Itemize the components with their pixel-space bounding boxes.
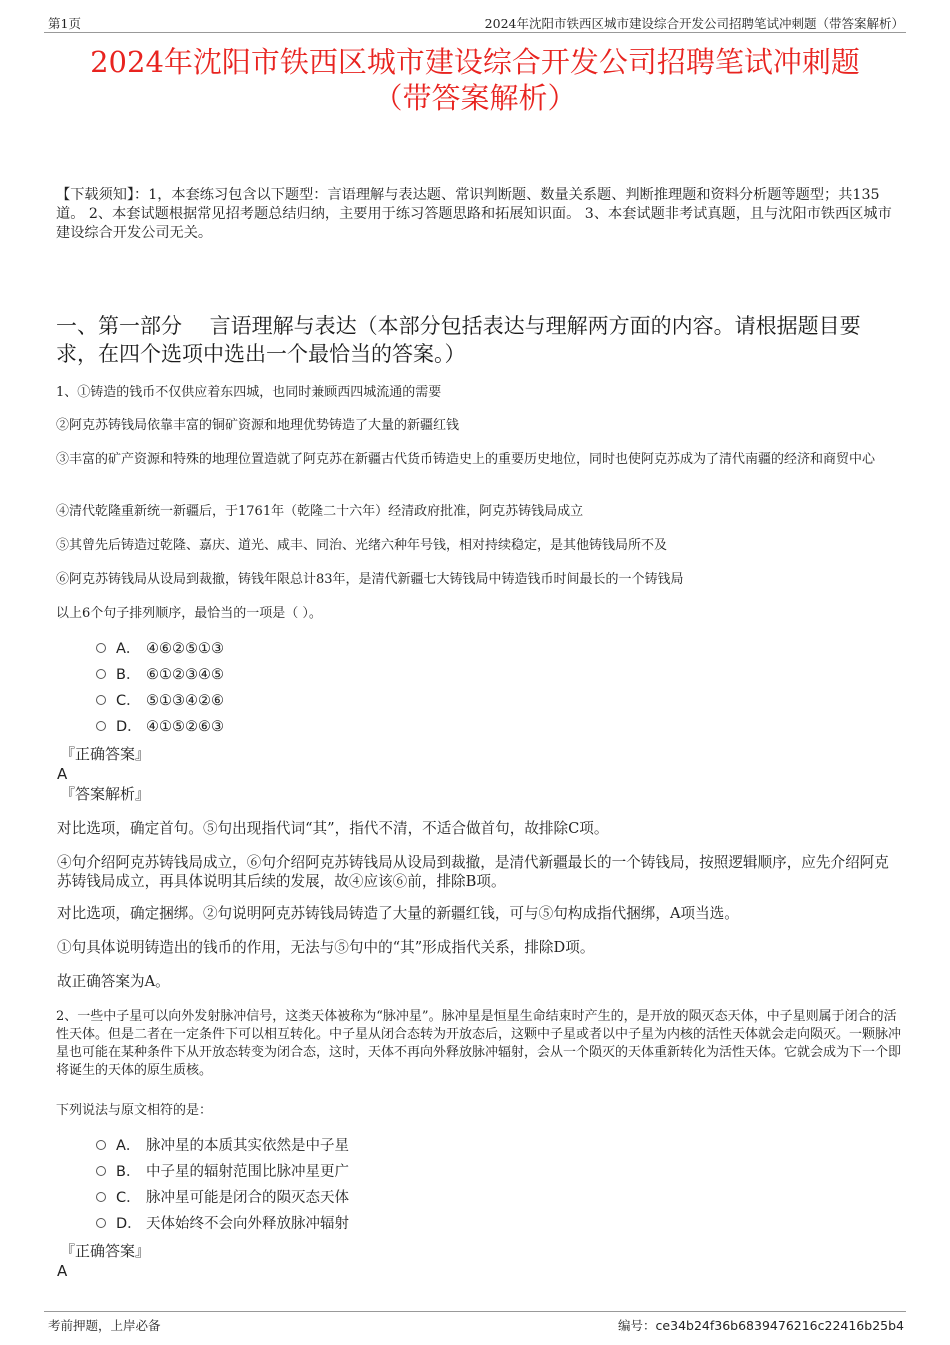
q1-line-4: ④清代乾隆重新统一新疆后，于1761年（乾隆二十六年）经清政府批准，阿克苏铸钱局成立 <box>56 504 584 519</box>
header-doc-title: 2024年沈阳市铁西区城市建设综合开发公司招聘笔试冲刺题（带答案解析） <box>484 16 904 31</box>
footer-code: 编号：ce34b24f36b6839476216c22416b25b4 <box>618 1318 904 1333</box>
page-number: 第1页 <box>48 16 81 31</box>
page-subtitle: （带答案解析） <box>373 81 577 115</box>
q1-line-3: ③丰富的矿产资源和特殊的地理位置造就了阿克苏在新疆古代货币铸造史上的重要历史地位，同时也使阿克苏成为了清代南疆的经济和商贸中心 <box>56 452 876 467</box>
q2-option-d[interactable]: D． 天体始终不会向外释放脉冲辐射 <box>96 1215 349 1233</box>
radio-icon[interactable] <box>96 669 106 679</box>
radio-icon[interactable] <box>96 1218 106 1228</box>
radio-icon[interactable] <box>96 1140 106 1150</box>
page-header <box>44 14 906 33</box>
q1-line-6: ⑥阿克苏铸钱局从设局到裁撤，铸钱年限总计83年，是清代新疆七大铸钱局中铸造钱币时间最长的一个铸钱局 <box>56 572 684 587</box>
q1-option-c[interactable]: C． ⑤①③④②⑥ <box>96 692 224 710</box>
q2-answer: A <box>57 1262 68 1280</box>
q1-option-b[interactable]: B． ⑥①②③④⑤ <box>96 666 224 684</box>
q1-option-d[interactable]: D． ④①⑤②⑥③ <box>96 718 224 736</box>
q1-line-5: ⑤其曾先后铸造过乾隆、嘉庆、道光、咸丰、同治、光绪六种年号钱，相对持续稳定，是其他铸钱局所不及 <box>56 538 668 553</box>
q2-passage: 2、一些中子星可以向外发射脉冲信号，这类天体被称为“脉冲星”。脉冲星是恒星生命结束时产生的，是开放的陨灭态天体，中子星则属于闭合的活性天体。但是二者在一定条件下可以相互转化。中子星从闭合态转为开放态后，这颗中子星或者以中子星为内核的活性天体就会走向陨灭。一颗脉冲星也可能在某种条件下从开放态转变为闭合态，这时，天体不再向外释放脉冲辐射，会从一个陨灭的天体重新转化为活性天体。它就会成为下一个即将诞生的天体的原生质核。 <box>56 1009 902 1078</box>
download-notice: 【下载须知】：1，本套练习包含以下题型：言语理解与表达题、常识判断题、数量关系题、判断推理题和资料分析题等题型；共135道。 2、本套试题根据常见招考题总结归纳，主要用于练习答题思路和拓展知识面。 3、本套试题非考试真题，且与沈阳市铁西区城市建设综合开发公司无关。 <box>56 187 892 241</box>
q1-answer-label: 『正确答案』 <box>60 745 151 763</box>
q1-analysis-1: 对比选项，确定首句。⑤句出现指代词“其”，指代不清，不适合做首句，故排除C项。 <box>57 820 609 837</box>
q1-analysis-label: 『答案解析』 <box>60 785 151 803</box>
q1-option-a[interactable]: A． ④⑥②⑤①③ <box>96 640 224 658</box>
radio-icon[interactable] <box>96 695 106 705</box>
q1-analysis-3: 对比选项，确定捆绑。②句说明阿克苏铸钱局铸造了大量的新疆红钱，可与⑤句构成指代捆绑，A项当选。 <box>57 905 739 922</box>
q2-option-b[interactable]: B． 中子星的辐射范围比脉冲星更广 <box>96 1163 349 1181</box>
footer-slogan: 考前押题，上岸必备 <box>48 1318 161 1333</box>
radio-icon[interactable] <box>96 643 106 653</box>
page-footer <box>44 1311 906 1334</box>
q2-option-c[interactable]: C． 脉冲星可能是闭合的陨灭态天体 <box>96 1189 349 1207</box>
page-title: 2024年沈阳市铁西区城市建设综合开发公司招聘笔试冲刺题 <box>90 45 860 79</box>
q1-analysis-5: 故正确答案为A。 <box>57 973 170 990</box>
q1-line-1: 1、①铸造的钱币不仅供应着东四城，也同时兼顾西四城流通的需要 <box>56 385 442 400</box>
radio-icon[interactable] <box>96 1192 106 1202</box>
q1-answer: A <box>57 765 68 783</box>
radio-icon[interactable] <box>96 721 106 731</box>
q1-analysis-2: ④句介绍阿克苏铸钱局成立，⑥句介绍阿克苏铸钱局从设局到裁撤，是清代新疆最长的一个铸钱局，按照逻辑顺序，应先介绍阿克苏铸钱局成立，再具体说明其后续的发展，故④应该⑥前，排除B项。 <box>57 854 889 890</box>
q1-line-2: ②阿克苏铸钱局依靠丰富的铜矿资源和地理优势铸造了大量的新疆红钱 <box>56 418 460 433</box>
section-heading: 一、第一部分 言语理解与表达（本部分包括表达与理解两方面的内容。请根据题目要求，在四个选项中选出一个最恰当的答案。） <box>56 314 861 366</box>
radio-icon[interactable] <box>96 1166 106 1176</box>
q1-prompt: 以上6个句子排列顺序，最恰当的一项是（ ）。 <box>56 606 322 621</box>
q2-prompt: 下列说法与原文相符的是： <box>56 1103 213 1118</box>
q2-answer-label: 『正确答案』 <box>60 1242 151 1260</box>
q2-option-a[interactable]: A． 脉冲星的本质其实依然是中子星 <box>96 1137 349 1155</box>
q1-analysis-4: ①句具体说明铸造出的钱币的作用，无法与⑤句中的“其”形成指代关系，排除D项。 <box>57 939 595 956</box>
